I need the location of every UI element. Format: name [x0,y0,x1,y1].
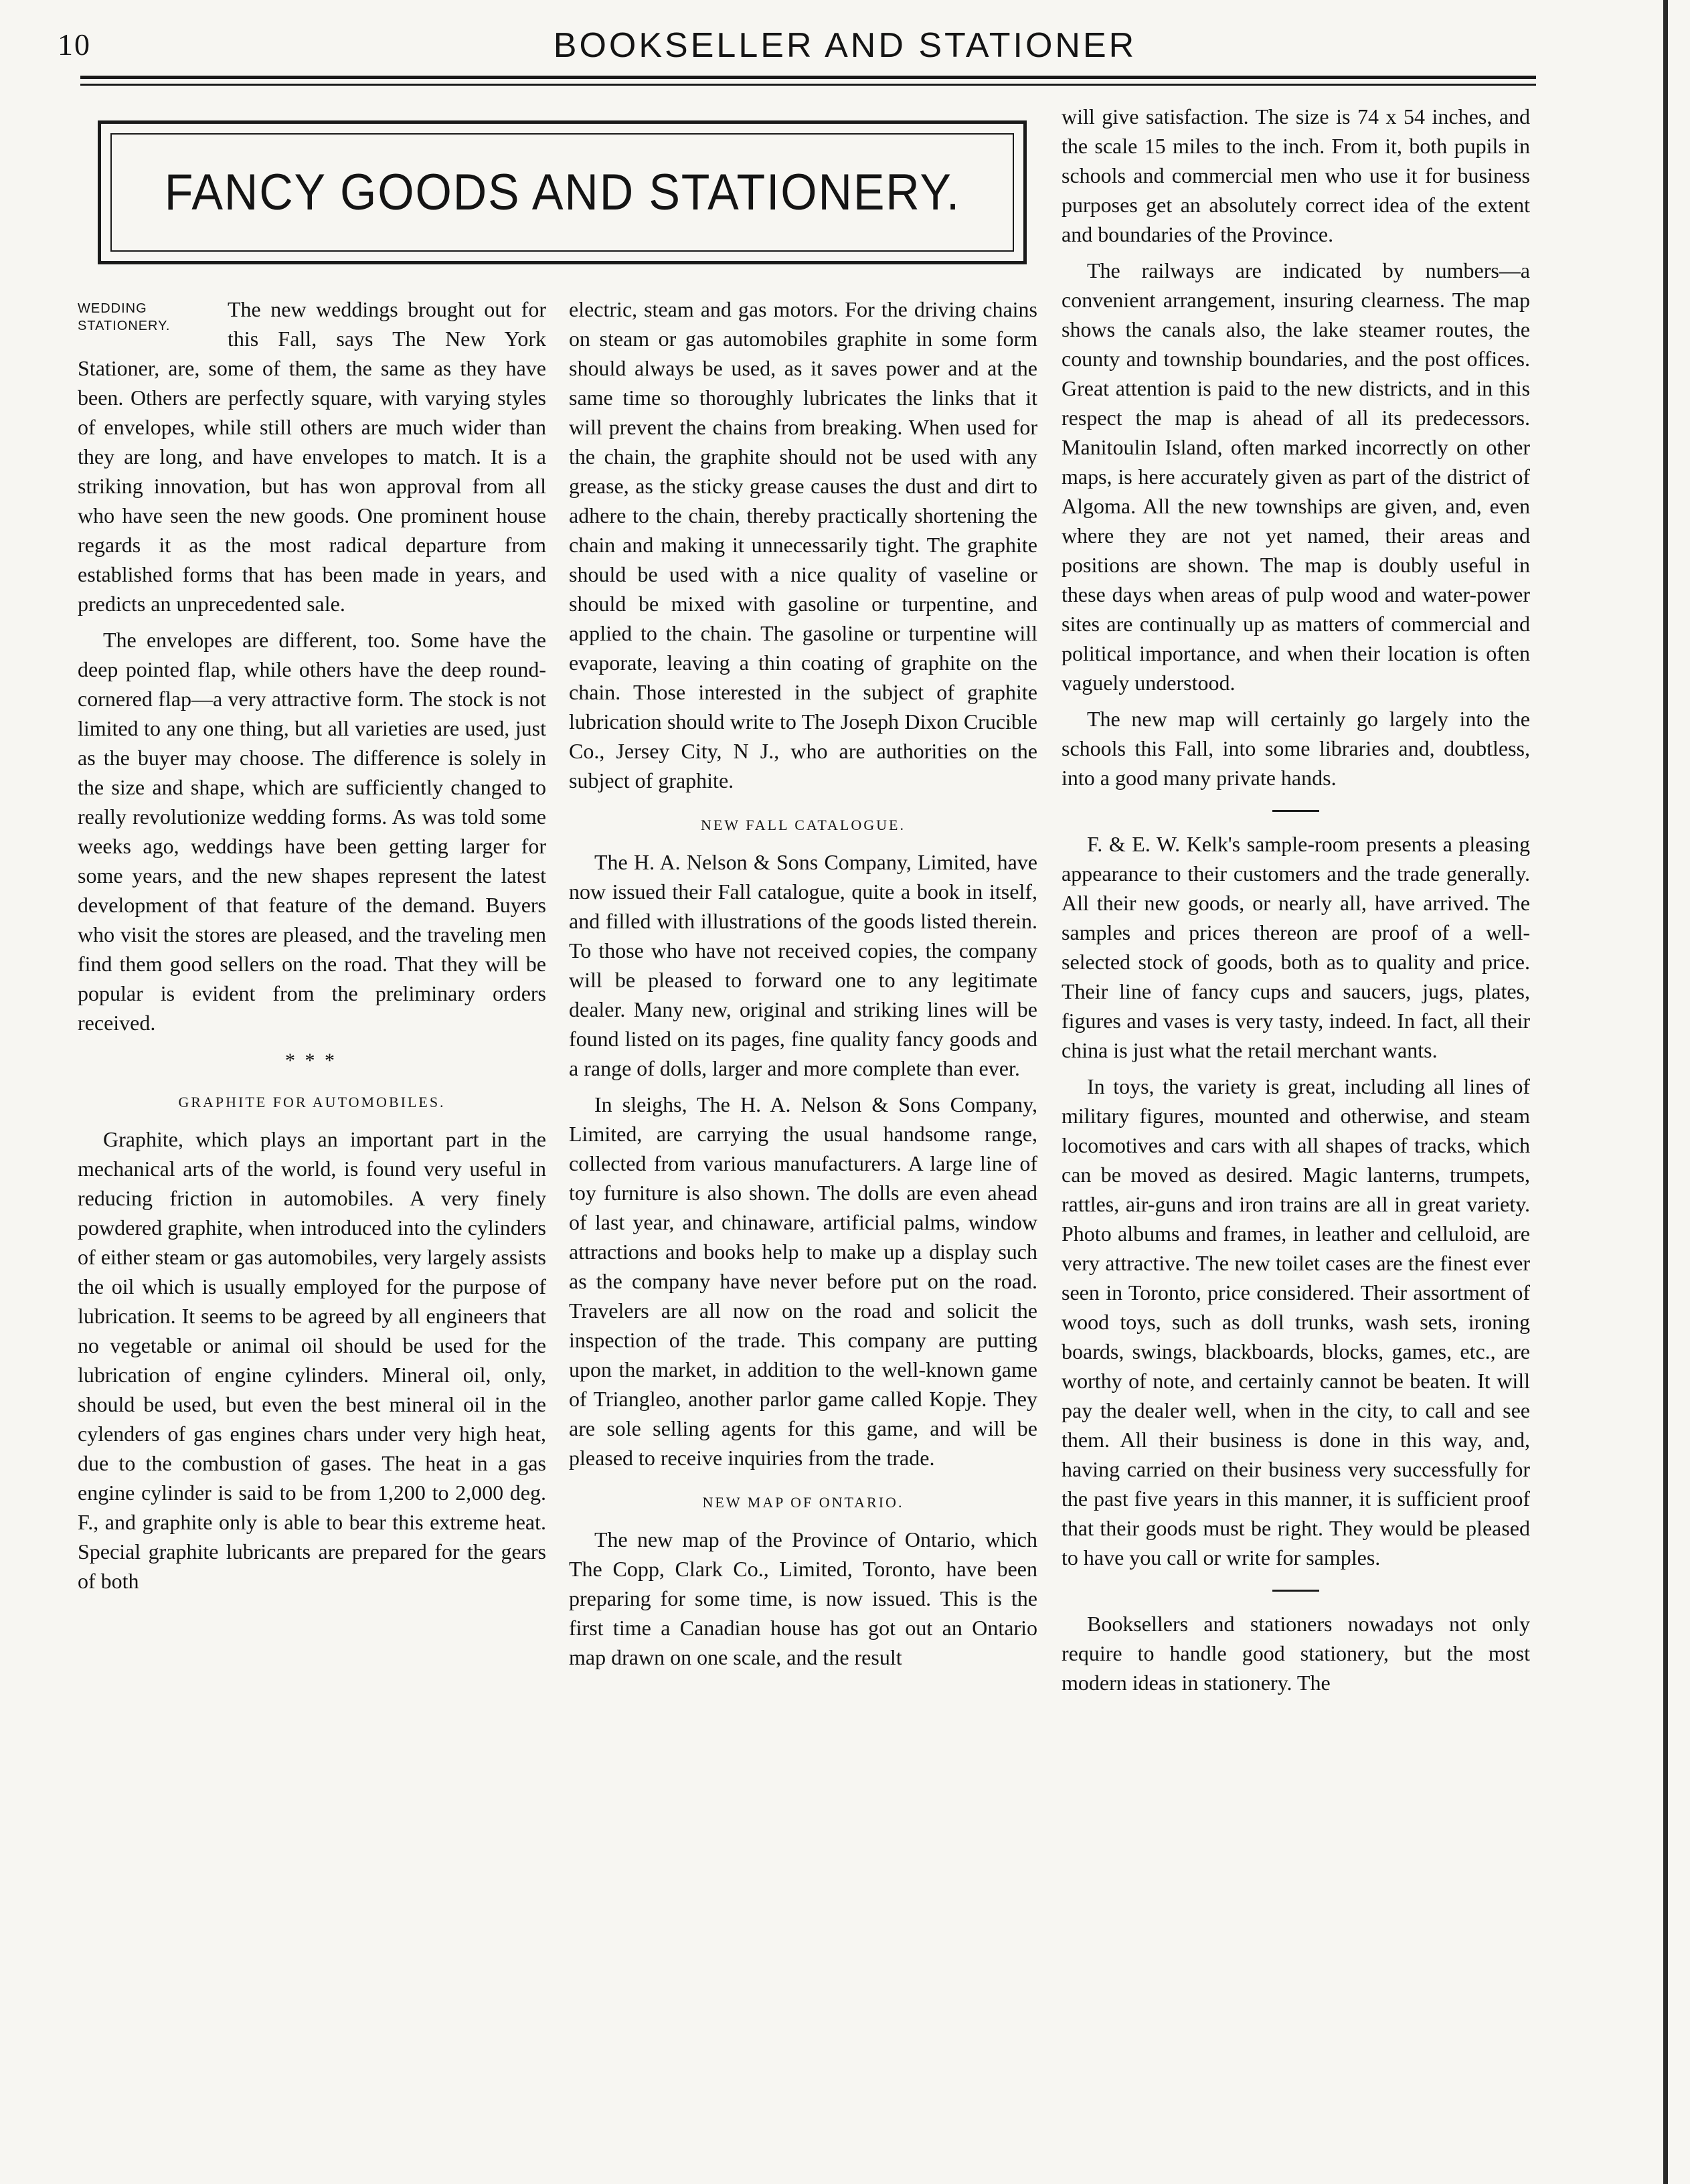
wedding-paragraph: The envelopes are different, too. Some have the deep pointed flap, while others have the deep round-cornered flap—a very attractive form. The stock is not limited to any one thing, but all varieties are used, just as the buyer may choose. The difference is solely in the size and shape, which are sufficiently changed to really revolutionize wedding forms. As was told some weeks ago, weddings have been getting larger for some years, and the new shapes represent the latest development of that feature of the demand. Buyers who visit the stores are pleased, and the traveling men find them good sellers on the road. That they will be popular is evident from the preliminary orders received. [78,628,546,1035]
column-2 [569,295,1037,1679]
map-paragraph: The new map of the Province of Ontario, which The Copp, Clark Co., Limited, Toronto, have been preparing for some time, is now issued. This is the first time a Canadian house has got out an Ontario map drawn on one scale, and the result [569,1527,1037,1669]
running-head: BOOKSELLER AND STATIONER [553,26,1137,65]
kelk-paragraph: F. & E. W. Kelk's sample-room presents a pleasing appearance to their customers and the trade generally. All their new goods, or nearly all, have arrived. The samples and prices thereon are proof of a well-selected stock of goods, both as to quality and price. Their line of fancy cups and saucers, jugs, plates, figures and vases is very tasty, indeed. In fact, all their china is just what the retail merchant wants. [1062,832,1530,1062]
title-frame [98,120,1027,264]
article-title: FANCY GOODS AND STATIONERY. [164,164,960,221]
section-divider [1272,1590,1319,1592]
sidehead-line: STATIONERY. [78,319,171,333]
section-ornament: * * * [284,1049,339,1072]
sidehead-line: WEDDING [78,301,147,316]
catalogue-paragraph: In sleighs, The H. A. Nelson & Sons Company, Limited, are carrying the usual handsome range, collected from various manufacturers. A large line of toy furniture is also shown. The dolls are even ahead of last year, and chinaware, artificial palms, window attractions and books help to make up a display such as the company have never before put on the road. Travelers are all now on the road and solicit the inspection of the trade. This company are putting upon the market, in addition to the well-known game of Triangleo, another parlor game called Kopje. They are sole selling agents for this game, and will be pleased to receive inquiries from the trade. [569,1092,1037,1470]
kelk-paragraph: In toys, the variety is great, including all lines of military figures, mounted and otherwise, and steam locomotives and cars with all shapes of tracks, which can be moved as desired. Magic lanterns, trumpets, rattles, air-guns and iron trains are all in great variety. Photo albums and frames, in leather and celluloid, are very attractive. The new toilet cases are the finest ever seen in Toronto, price considered. Their assortment of wood toys, such as doll trunks, wash sets, ironing boards, swings, blackboards, blocks, games, etc., are worthy of note, and certainly cannot be beaten. It will pay the dealer well, when in the city, to call and see them. All their business is done in this way, and, having carried on their business very successfully for the past five years in this manner, it is sufficient proof that their goods must be right. They would be pleased to have you call or write for samples. [1062,1074,1530,1570]
graphite-paragraph: Graphite, which plays an important part in the mechanical arts of the world, is found very useful in reducing friction in automobiles. A very finely powdered graphite, when introduced into the cylinders of either steam or gas automobiles, very largely assists the oil which is usually employed for the purpose of lubrication. It seems to be agreed by all engineers that no vegetable or animal oil should be used for the lubrication of engine cylinders. Mineral oil, only, should be used, but even the best mineral oil in the cylenders of gas engines chars under very high heat, due to the combustion of gases. The heat in a gas engine cylinder is said to be from 1,200 to 2,000 deg. F., and graphite only is able to bear this extreme heat. Special graphite lubricants are prepared for the gears of both [78,1127,546,1593]
wedding-paragraph: The new weddings brought out for this Fall, says The New York Stationer, are, some of them, the same as they have been. Others are perfectly square, with varying styles of envelopes, while still others are much wider than they are long, and have envelopes to match. It is a striking innovation, but has won approval from all who have seen the new goods. One prominent house regards it as the most radical departure from established forms that has been made in years, and predicts an unprecedented sale. [78,297,546,616]
page-number: 10 [58,27,91,62]
page-edge-shadow [1663,0,1668,2184]
title-frame-inner [110,133,1014,252]
header-rule [80,76,1536,79]
column-3 [1062,102,1530,1704]
section-divider [1272,810,1319,812]
graphite-heading: GRAPHITE FOR AUTOMOBILES. [178,1094,446,1110]
wedding-sidehead [78,300,218,335]
catalogue-heading: NEW FALL CATALOGUE. [701,817,906,833]
graphite-paragraph-continued: electric, steam and gas motors. For the driving chains on steam or gas automobiles graphite in some form should always be used, as it saves power and at the same time so thoroughly lubricates the links that it will prevent the chains from breaking. When used for the chain, the graphite should not be used with any grease, as the sticky grease causes the dust and dirt to adhere to the chain, thereby practically shortening the chain and making it unnecessarily tight. The graphite should be used with a nice quality of vaseline or should be mixed with gasoline or turpentine, and applied to the chain. The gasoline or turpentine will evaporate, leaving a thin coating of graphite on the chain. Those interested in the subject of graphite lubrication should write to The Joseph Dixon Crucible Co., Jersey City, N J., who are authorities on the subject of graphite. [569,297,1037,792]
map-heading: NEW MAP OF ONTARIO. [702,1494,904,1511]
header-rule-thin [80,84,1536,86]
map-paragraph-continued: will give satisfaction. The size is 74 x 54 inches, and the scale 15 miles to the inch. From it, both pupils in schools and commercial men who use it for business purposes get an absolutely correct idea of the extent and boundaries of the Province. [1062,104,1530,246]
map-paragraph: The railways are indicated by numbers—a convenient arrangement, insuring clearness. The map shows the canals also, the lake steamer routes, the county and township boundaries, and the post offices. Great attention is paid to the new districts, and in this respect the map is ahead of all its predecessors. Manitoulin Island, often marked incorrectly on other maps, is here accurately given as part of the district of Algoma. All the new townships are given, and, even where they are not yet named, their areas and positions are shown. The map is doubly useful in these days when areas of pulp wood and water-power sites are continually up as matters of commercial and political importance, and when their location is often vaguely understood. [1062,258,1530,695]
map-paragraph: The new map will certainly go largely into the schools this Fall, into some libraries and, doubtless, into a good many private hands. [1062,707,1530,790]
column-1 [78,295,546,1602]
catalogue-paragraph: The H. A. Nelson & Sons Company, Limited, have now issued their Fall catalogue, quite a book in itself, and filled with illustrations of the goods listed therein. To those who have not received copies, the company will be pleased to forward one to any legitimate dealer. Many new, original and striking lines will be found listed on its pages, fine quality fancy goods and a range of dolls, larger and more complete than ever. [569,850,1037,1080]
closing-paragraph: Booksellers and stationers nowadays not only require to handle good stationery, but the most modern ideas in stationery. The [1062,1612,1530,1695]
